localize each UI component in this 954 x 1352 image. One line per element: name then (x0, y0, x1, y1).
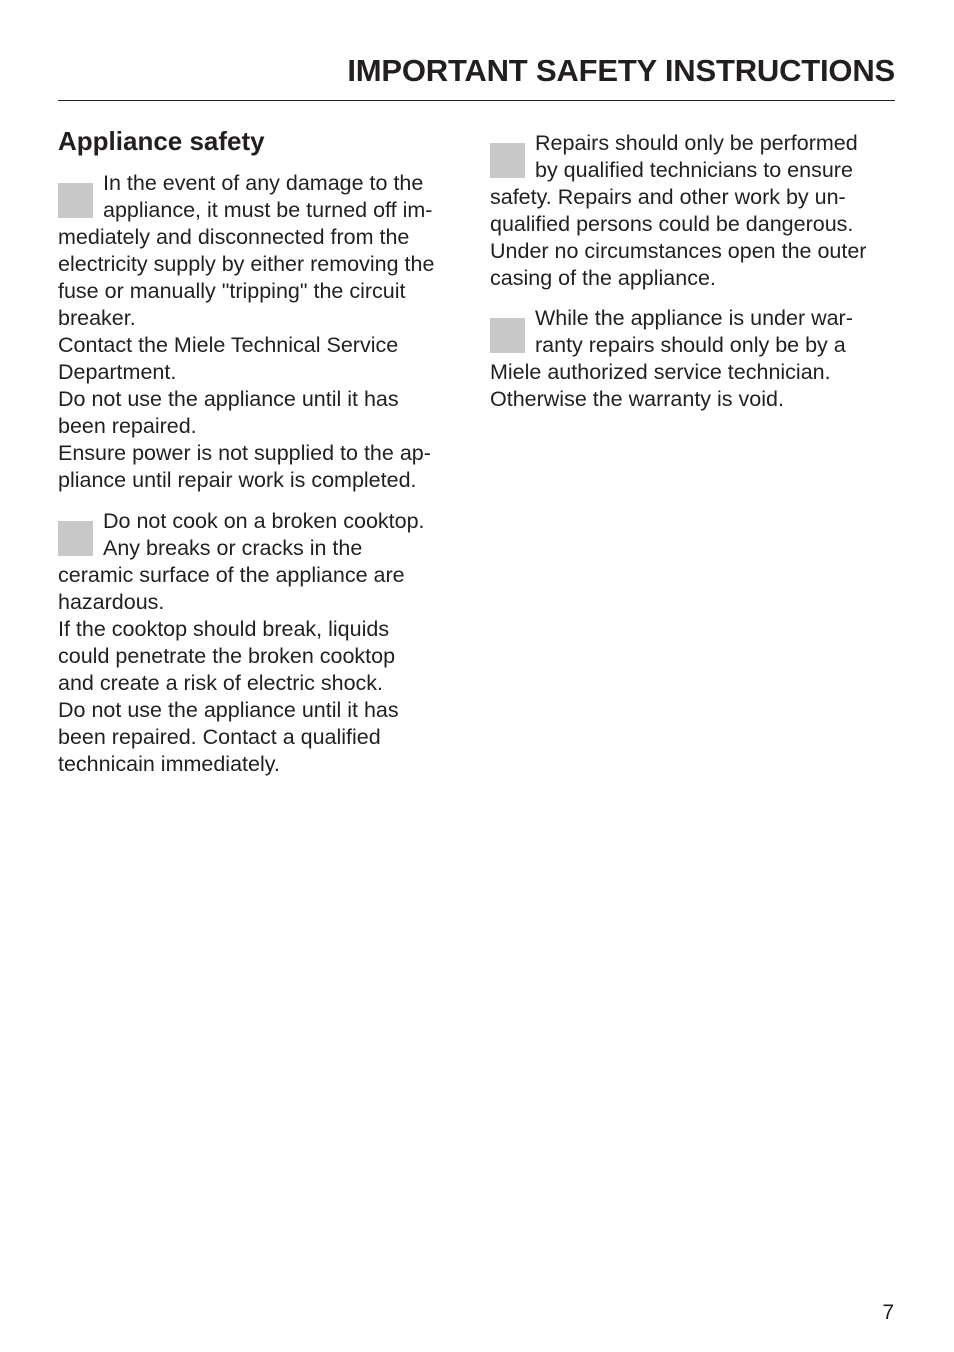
page-header (58, 48, 895, 101)
text-line: Do not cook on a broken cooktop. (103, 509, 425, 533)
text-line: Contact the Miele Technical Service (58, 333, 399, 357)
text-line: While the appliance is under war- (535, 306, 853, 330)
text-line: Do not use the appliance until it has (58, 387, 399, 411)
text-line: Repairs should only be performed (535, 131, 858, 155)
text-line: been repaired. (58, 414, 197, 438)
text-line: safety. Repairs and other work by un- (490, 185, 846, 209)
text-line: Under no circumstances open the outer (490, 239, 867, 263)
text-line: Ensure power is not supplied to the ap- (58, 441, 431, 465)
text-line: mediately and disconnected from the (58, 225, 410, 249)
text-line: fuse or manually "tripping" the circuit (58, 279, 406, 303)
text-line: electricity supply by either removing the (58, 252, 435, 276)
text-line: qualified persons could be dangerous. (490, 212, 854, 236)
text-line: breaker. (58, 306, 136, 330)
text-line: hazardous. (58, 590, 165, 614)
text-line: been repaired. Contact a qualified (58, 725, 381, 749)
warning-marker-icon (490, 318, 525, 353)
text-line: In the event of any damage to the (103, 171, 424, 195)
warning-marker-icon (490, 143, 525, 178)
text-line: Miele authorized service technician. (490, 360, 831, 384)
text-line: Department. (58, 360, 177, 384)
text-line: appliance, it must be turned off im- (103, 198, 433, 222)
warning-marker-icon (58, 521, 93, 556)
text-line: Any breaks or cracks in the (103, 536, 363, 560)
safety-item-damage (58, 170, 434, 494)
safety-item-warranty (490, 305, 853, 413)
text-line: by qualified technicians to ensure (535, 158, 853, 182)
text-line: ceramic surface of the appliance are (58, 563, 405, 587)
page-title: IMPORTANT SAFETY INSTRUCTIONS (347, 53, 895, 88)
text-line: Otherwise the warranty is void. (490, 387, 784, 411)
text-line: casing of the appliance. (490, 266, 716, 290)
text-line: pliance until repair work is completed. (58, 468, 417, 492)
text-line: If the cooktop should break, liquids (58, 617, 390, 641)
page-number: 7 (882, 1301, 894, 1324)
section-heading: Appliance safety (58, 126, 265, 156)
safety-item-repairs (490, 130, 866, 292)
safety-item-broken-cooktop (58, 508, 425, 778)
text-line: could penetrate the broken cooktop (58, 644, 396, 668)
warning-marker-icon (58, 183, 93, 218)
text-line: technicain immediately. (58, 752, 280, 776)
text-line: and create a risk of electric shock. (58, 671, 384, 695)
text-line: ranty repairs should only be by a (535, 333, 846, 357)
text-line: Do not use the appliance until it has (58, 698, 399, 722)
